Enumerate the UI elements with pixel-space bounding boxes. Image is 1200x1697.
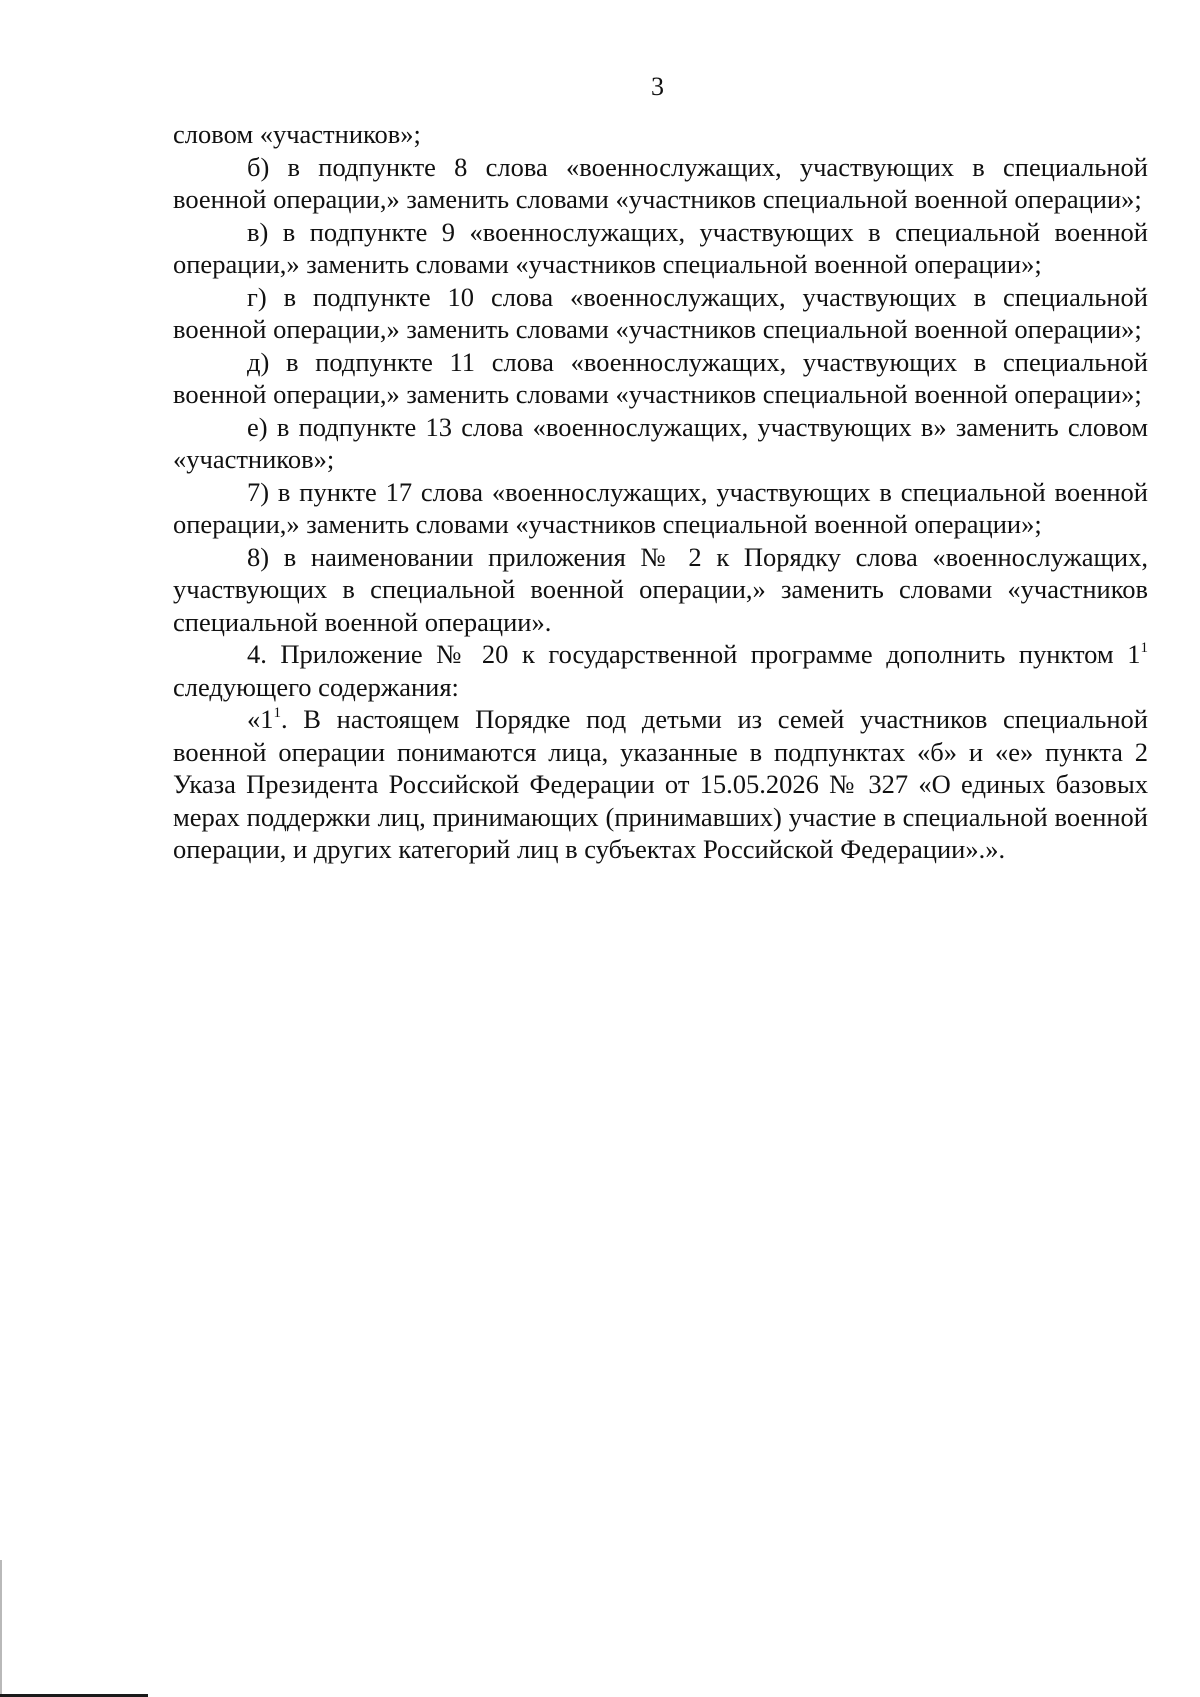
paragraph-section-4-text-end: следующего содержания:	[173, 671, 459, 702]
page-number: 3	[651, 72, 664, 101]
paragraph-quote-1-1	[173, 703, 1148, 866]
paragraph-item-7: 7) в пункте 17 слова «военнослужащих, участвующих в специальной военной операции,» заменить словами «участников специальной военной операции»;	[173, 476, 1148, 539]
paragraph-section-4	[173, 638, 1148, 703]
paragraph-subitem-b: б) в подпункте 8 слова «военнослужащих, участвующих в специальной военной операции,» заменить словами «участников специальной военной операции»;	[173, 151, 1148, 214]
paragraph-continuation: словом «участников»;	[173, 119, 421, 149]
paragraph-item-8: 8) в наименовании приложения № 2 к Порядку слова «военнослужащих, участвующих в специальной военной операции,» заменить словами «участников специальной военной операции».	[173, 541, 1148, 637]
paragraph-subitem-e: е) в подпункте 13 слова «военнослужащих, участвующих в» заменить словом «участников»;	[173, 411, 1148, 474]
paragraph-subitem-v: в) в подпункте 9 «военнослужащих, участвующих в специальной военной операции,» заменить словами «участников специальной военной операции»;	[173, 216, 1148, 279]
scan-edge-artifact	[0, 1560, 2, 1697]
paragraph-section-4-text: 4. Приложение № 20 к государственной программе дополнить пунктом 1	[247, 639, 1141, 669]
paragraph-subitem-d: д) в подпункте 11 слова «военнослужащих, участвующих в специальной военной операции,» заменить словами «участников специальной военной операции»;	[173, 346, 1148, 409]
paragraph-quote-text-end: . В настоящем Порядке под детьми из семей участников специальной военной операции понимаются лица, указанные в подпунктах «б» и «е» пункта 2 Указа Президента Российской Федерации от 15.05.2026 № 327 «О единых базовых мерах поддержки лиц, принимающих (принимавших) участие в специальной военной операции, и других категорий лиц в субъектах Российской Федерации».».	[173, 704, 1148, 864]
document-body	[173, 118, 1148, 866]
superscript: 1	[273, 705, 281, 721]
superscript: 1	[1140, 640, 1148, 656]
paragraph-quote-text: «1	[247, 704, 274, 734]
paragraph-subitem-g: г) в подпункте 10 слова «военнослужащих, участвующих в специальной военной операции,» заменить словами «участников специальной военной операции»;	[173, 281, 1148, 344]
